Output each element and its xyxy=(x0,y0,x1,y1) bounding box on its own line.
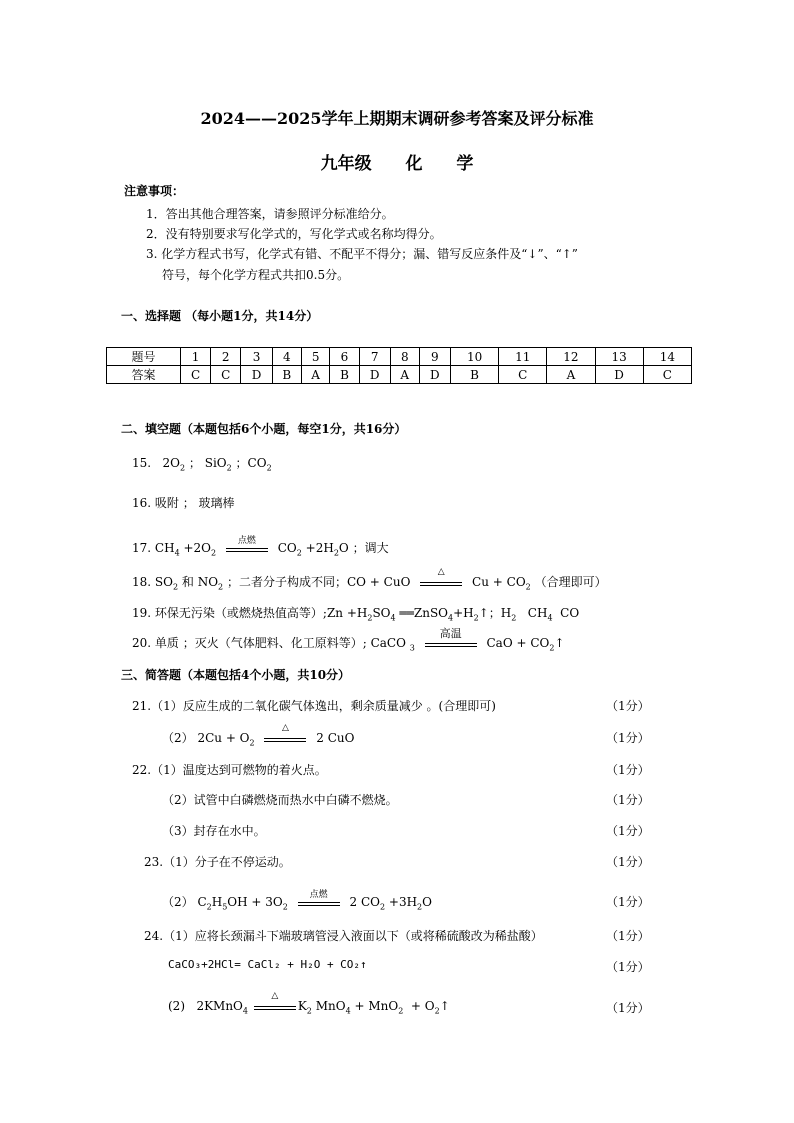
answer-16: 16. 吸附 ； 玻璃棒 xyxy=(132,496,235,510)
row-label-number: 题号 xyxy=(107,348,181,366)
answer-cell: A xyxy=(301,366,330,384)
note-item: 3. 化学方程式书写，化学式有错、不配平不得分；漏、错写反应条件及“↓”、“↑” xyxy=(146,247,578,261)
question-number: 14 xyxy=(643,348,691,366)
note-item: 2．没有特别要求写化学式的，写化学式或名称均得分。 xyxy=(146,227,442,241)
question-number: 3 xyxy=(241,348,272,366)
answer-17: 17. $CH_4 +2O_2$ 点燃 $CO_2 +2H_2O$ ；调大 xyxy=(132,535,389,558)
subject-char-1: 化 xyxy=(405,154,423,174)
question-number: 1 xyxy=(181,348,211,366)
answer-24-equation: CaCO₃+2HCl= CaCl₂ + H₂O + CO₂↑ xyxy=(168,958,367,971)
question-number: 10 xyxy=(451,348,499,366)
answer-cell: B xyxy=(272,366,301,384)
points-label: （1分） xyxy=(606,699,650,713)
question-number: 6 xyxy=(330,348,359,366)
section1-heading: 一、选择题 （每小题1分，共14分） xyxy=(121,309,319,323)
section2-heading: 二、填空题（本题包括6个小题，每空1分，共16分） xyxy=(121,422,407,436)
points-label: （1分） xyxy=(606,763,650,777)
answer-15: 15. $2O_2$ ； SiO$_2$ ；$CO_2$ xyxy=(132,456,272,473)
answer-24-1: 24.（1）应将长颈漏斗下端玻璃管浸入液面以下（或将稀硫酸改为稀盐酸） xyxy=(144,929,543,943)
answer-cell: D xyxy=(595,366,643,384)
answer-cell: A xyxy=(547,366,595,384)
reaction-arrow: △ xyxy=(264,732,306,746)
answer-22-2: （2）试管中白磷燃烧而热水中白磷不燃烧。 xyxy=(162,793,398,807)
note-item: 符号，每个化学方程式共扣0.5分。 xyxy=(162,268,350,282)
section3-heading: 三、简答题（本题包括4个小题，共10分） xyxy=(121,668,351,682)
question-number: 4 xyxy=(272,348,301,366)
question-number: 9 xyxy=(419,348,450,366)
answer-cell: D xyxy=(241,366,272,384)
points-label: （1分） xyxy=(606,855,650,869)
points-label: （1分） xyxy=(606,793,650,807)
table-row xyxy=(107,348,692,366)
answer-18: 18. $SO_2$ 和 $NO_2$ ；二者分子构成不同；CO + CuO △ $Cu + CO_2$ （合理即可） xyxy=(132,566,607,592)
answer-21-2: （2） $2Cu + O_2$ △ 2 CuO xyxy=(162,722,355,748)
answer-cell: C xyxy=(181,366,211,384)
answer-19: 19. 环保无污染（或燃烧热值高等）;Zn $+H_2SO_4$ $══ZnSO_4+H_2↑$；$H_2$ $CH_4$ CO xyxy=(132,606,580,623)
answer-22-3: （3）封存在水中。 xyxy=(162,824,266,838)
notes-heading: 注意事项： xyxy=(124,184,185,198)
page-title: 2024——2025学年上期期末调研参考答案及评分标准 xyxy=(200,109,594,128)
answer-cell: D xyxy=(359,366,390,384)
question-number: 2 xyxy=(211,348,241,366)
points-label: （1分） xyxy=(606,731,650,745)
answer-24-2: (2) 2KMnO$_4$ △ $K_2$ $MnO_4 + MnO_2 + O_2↑$ xyxy=(168,990,450,1016)
row-label-answer: 答案 xyxy=(107,366,181,384)
answer-23-1: 23.（1）分子在不停运动。 xyxy=(144,855,291,869)
question-number: 5 xyxy=(301,348,330,366)
grade-subject xyxy=(0,149,794,174)
question-number: 8 xyxy=(390,348,419,366)
reaction-arrow: △ xyxy=(254,1000,296,1014)
reaction-arrow: 点燃 xyxy=(226,542,268,556)
points-label: （1分） xyxy=(606,929,650,943)
question-number: 11 xyxy=(499,348,547,366)
answer-cell: C xyxy=(643,366,691,384)
answer-cell: C xyxy=(211,366,241,384)
points-label: （1分） xyxy=(606,895,650,909)
table-row xyxy=(107,366,692,384)
answer-table xyxy=(106,347,692,384)
grade-label: 九年级 xyxy=(320,154,372,174)
answer-20: 20. 单质 ；灭火（气体肥料、化工原料等）; CaCO $_3$ 高温 CaO + $CO_2↑$ xyxy=(132,626,565,653)
answer-22-1: 22.（1）温度达到可燃物的着火点。 xyxy=(132,763,327,777)
question-number: 13 xyxy=(595,348,643,366)
question-number: 7 xyxy=(359,348,390,366)
reaction-arrow: △ xyxy=(420,576,462,590)
reaction-arrow: 高温 xyxy=(425,637,477,651)
answer-cell: D xyxy=(419,366,450,384)
answer-21-1: 21.（1）反应生成的二氧化碳气体逸出，剩余质量减少 。(合理即可) xyxy=(132,699,496,713)
answer-cell: B xyxy=(330,366,359,384)
points-label: （1分） xyxy=(606,1001,650,1015)
points-label: （1分） xyxy=(606,824,650,838)
reaction-arrow: 点燃 xyxy=(298,896,340,910)
answer-cell: C xyxy=(499,366,547,384)
subject-char-2: 学 xyxy=(456,154,474,174)
answer-cell: B xyxy=(451,366,499,384)
answer-cell: A xyxy=(390,366,419,384)
question-number: 12 xyxy=(547,348,595,366)
points-label: （1分） xyxy=(606,960,650,974)
note-item: 1．答出其他合理答案，请参照评分标准给分。 xyxy=(146,207,394,221)
answer-23-2: （2） $C_2H_5OH + 3O_2$ 点燃 2 $CO_2 +3H_2O$ xyxy=(162,889,432,912)
